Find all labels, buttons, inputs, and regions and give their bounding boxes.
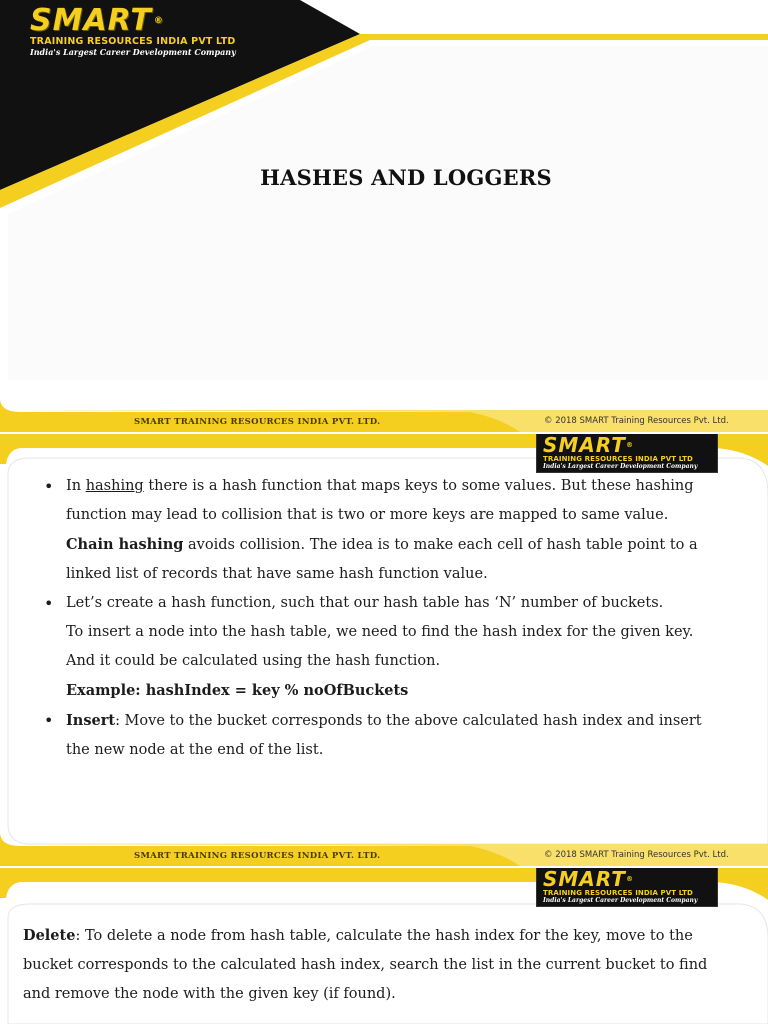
bullet-list <box>44 472 714 765</box>
company-logo: SMART® TRAINING RESOURCES INDIA PVT LTD India's Largest Career Development Company <box>536 868 718 907</box>
company-logo: SMART ® TRAINING RESOURCES INDIA PVT LTD India's Largest Career Development Company <box>30 3 236 57</box>
slide-background <box>0 0 768 434</box>
bullet-example: Example: hashIndex = key % noOfBuckets <box>66 682 409 699</box>
bullet-insert: • Insert: Move to the bucket corresponds to the above calculated hash index and insert the new node at the end of the list. <box>44 706 714 765</box>
hashing-link[interactable]: hashing <box>85 478 144 494</box>
bullet-hash-function: • Let’s create a hash function, such that our hash table has ‘N’ number of buckets. <box>44 589 714 618</box>
footer-company: SMART TRAINING RESOURCES INDIA PVT. LTD. <box>134 417 381 427</box>
slide-hashing <box>0 434 768 868</box>
footer-company: SMART TRAINING RESOURCES INDIA PVT. LTD. <box>134 851 381 861</box>
bullet-hashing: • In hashing there is a hash function that maps keys to some values. But these hashing function may lead to collision that is two or more keys are mapped to same value. Chain hashing avoids collision. The idea is to make each cell of hash table point to a linked list of records that have same hash function value. <box>44 472 714 589</box>
delete-paragraph: Delete: To delete a node from hash table, calculate the hash index for the key, move to the bucket corresponds to the calculated hash index, search the list in the current bucket to find and remove the node with the given key (if found). <box>23 927 708 1002</box>
slide-title <box>0 0 768 434</box>
footer-copyright: © 2018 SMART Training Resources Pvt. Ltd. <box>544 416 729 426</box>
slide-title-text: HASHES AND LOGGERS <box>260 165 552 190</box>
company-logo: SMART® TRAINING RESOURCES INDIA PVT LTD India's Largest Career Development Company <box>536 434 718 473</box>
slide-delete <box>0 868 768 1024</box>
footer-copyright: © 2018 SMART Training Resources Pvt. Ltd. <box>544 850 729 860</box>
bullet-insert-explanation: To insert a node into the hash table, we need to find the hash index for the given key. And it could be calculated using the hash function. <box>66 624 694 669</box>
